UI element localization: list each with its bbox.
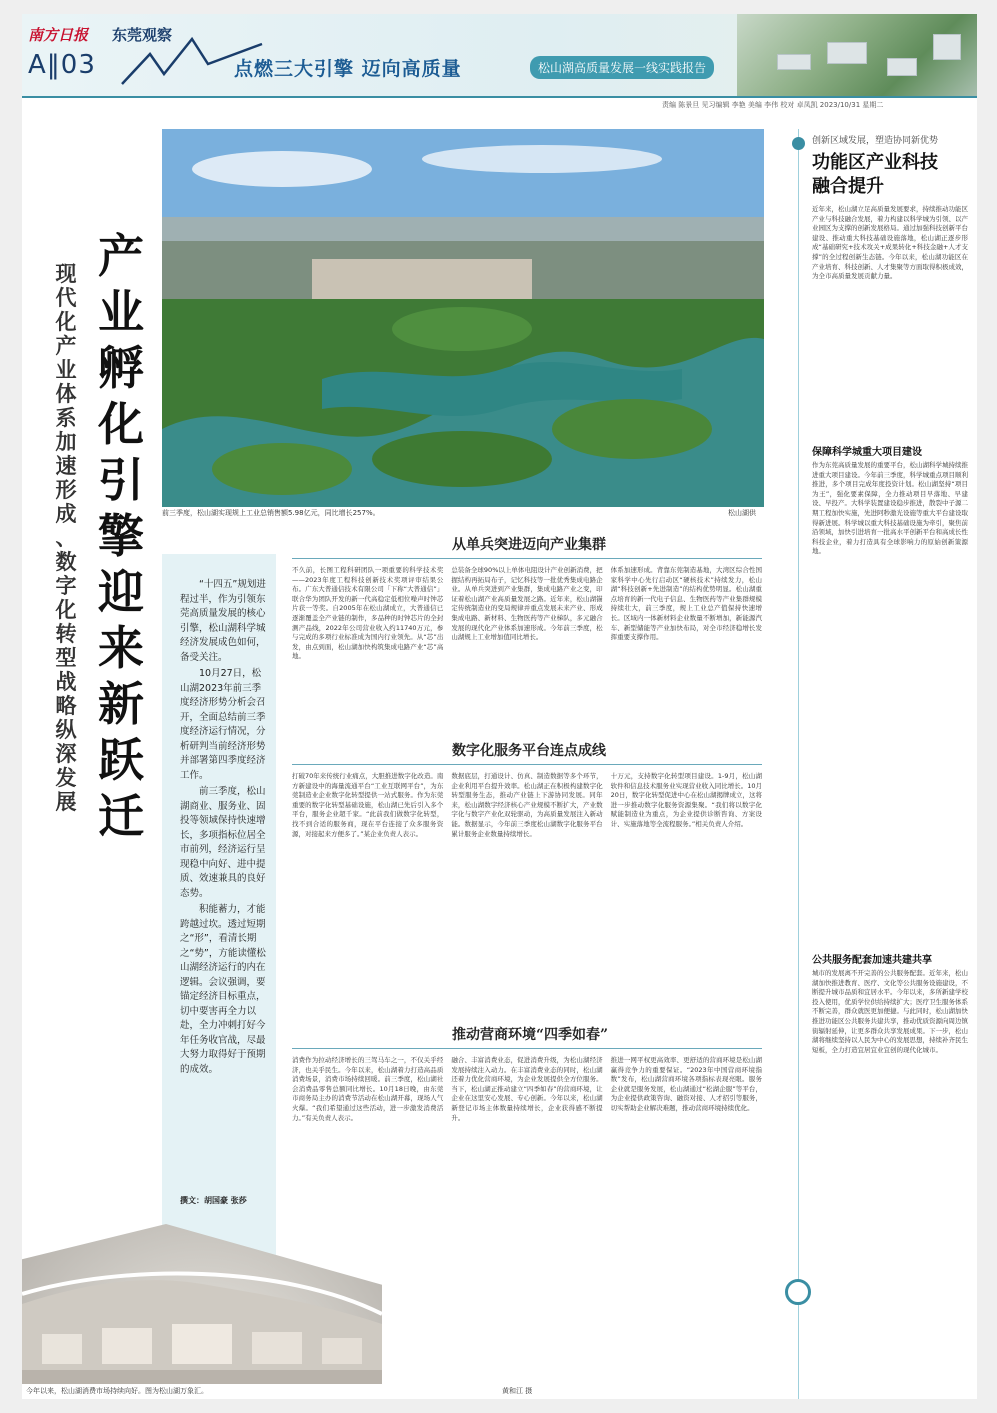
mall-photo-byline: 黄和江 摄 <box>502 1387 533 1395</box>
sub-title-char: 字 <box>55 573 77 598</box>
section-body <box>292 566 762 726</box>
text-column: 不久前，长图工程科研团队一项重要的科学技术奖——2023年度工程科技创新技术奖项评审结果公布。广东大普通信技术有限公司「下称“大普通信”」联合华为团队开发的新一代高稳定低相位噪声时钟芯片获一等奖。自2005年在松山湖成立，大普通信已逐渐覆盖全产业链的制作，多品种的时钟芯片的全封测产品线，2022年公司营业收入约11740万元，参与完成的多项行业标准成为国内行业领先。从“芯”出发，由点到面，松山湖加快构筑集成电路产业“芯”高地。 <box>292 566 444 661</box>
right-subheading: 公共服务配套加速共建共享 <box>812 955 932 966</box>
right-title <box>812 151 938 199</box>
text-column: 总装备全球90%以上单体电阻设计产业创新消费，把握结构再拓局布子，记忆科技等一批优秀集成电路企业。从单兵突进到产业集群，集成电路产业之变，印证着松山湖产业高质量发展之路。近年来，松山湖锚定传统制造业的变局规律并重点发展未来产业、形成集成电路、新材料、生物医药等产业梯队，多元融合发展的现代化产业体系加速形成。今年前三季度，松山湖规上工业增加值同比增长。 <box>451 566 603 642</box>
photo-caption-text: 前三季度，松山湖实现规上工业总销售额5.98亿元，同比增长257%。 <box>162 509 380 517</box>
sub-title-char: 发 <box>55 765 77 790</box>
main-title-char: 孵 <box>98 341 144 395</box>
sub-title-char: 业 <box>55 357 77 382</box>
sub-title-char: 化 <box>55 597 77 622</box>
aerial-lake-photo <box>162 129 764 507</box>
masthead <box>22 14 977 98</box>
text-column: 体系加速形成。背靠东莞制造基地，大湾区综合性国家科学中心先行启动区“硬核技术”持续发力，松山湖“科技创新+先进制造”的结构优势明显。松山湖重点培育的新一代电子信息、生物医药等产业集群规模持续壮大，前三季度，规上工业总产值保持快速增长。区域内一体新材料企业数量不断增加，新能源汽车、新型储能等产业加快布局，对全市经济稳增长发挥重要支撑作用。 <box>610 566 762 642</box>
sub-title-char: 数 <box>55 549 77 574</box>
sub-title-char: 现 <box>55 261 77 286</box>
sub-title-char: 系 <box>55 405 77 430</box>
page-credits: 责编 陈景旦 见习编辑 李艳 美编 李伟 校对 卓凤凯 2023/10/31 星期二 <box>662 101 884 109</box>
masthead-headline: 点燃三大引擎 迈向高质量 <box>234 58 462 80</box>
lead-paragraph: 前三季度，松山湖商业、服务业、固投等领域保持快速增长，多项指标位居全市前列，经济运行呈现稳中向好、进中提质、效速兼具的良好态势。 <box>180 786 266 899</box>
right-title-line: 融合提升 <box>812 176 884 197</box>
main-title-char: 跃 <box>98 733 144 787</box>
lead-paragraph: 积能蓄力，才能跨越过坎。透过短期之“形”，看清长期之“势”，方能读懂松山湖经济运行的内在逻辑。会议强调，要锚定经济目标重点，切中要害再全力以赴，全力冲刺打好今年任务收官战，尽最大努力取得好于预期的成效。 <box>180 904 266 1075</box>
right-body: 近年来，松山湖立足高质量发展要求，持续推动功能区产业与科技融合发展，着力构建以科学城为引领、以产业园区为支撑的创新发展格局。通过加强科技创新平台建设、推动重大科技基础设施落地，松山湖正逐步形成“基础研究+技术攻关+成果转化+科技金融+人才支撑”的全过程创新生态链。今年以来，松山湖功能区在产业培育、科技创新、人才集聚等方面取得积极成效，为全市高质量发展贡献力量。 <box>812 205 968 281</box>
aerial-lake-illustration <box>162 129 764 507</box>
sub-title-char: 展 <box>55 789 77 814</box>
mall-photo-caption: 今年以来，松山湖消费市场持续向好。图为松山湖万象汇。 <box>26 1387 208 1395</box>
sub-title-char: 形 <box>55 477 77 502</box>
text-column: 融合、丰富消费业态，促进消费升级，为松山湖经济发展持续注入动力。在丰富消费业态的同时，松山湖还着力优化营商环境，为企业发展提供全方位服务。当下，松山湖正推动建立“四季如春”的营商环境，让企业在这里安心发展、专心创新。今年以来，松山湖新登记市场主体数量持续增长，企业获得感不断提升。 <box>451 1056 603 1122</box>
text-column: 推进一网平权更高效率、更舒适的营商环境是松山湖赢得竞争力的重要保证。“2023年中国营商环境指数”发布，松山湖营商环境各项指标表现亮眼。服务企业就是服务发展，松山湖通过“松湖企服”等平台，为企业提供政策咨询、融资对接、人才招引等服务，切实帮助企业解决难题，推动营商环境持续优化。 <box>610 1056 762 1112</box>
sub-title-char: 纵 <box>55 717 77 742</box>
main-title-char: 来 <box>98 621 144 675</box>
section-divider <box>292 1048 762 1049</box>
lead-paragraph: “十四五”规划进程过半，作为引领东莞高质量发展的核心引擎，松山湖科学城经济发展成色如何，备受关注。 <box>180 579 266 663</box>
lead-paragraph: 10月27日，松山湖2023年前三季度经济形势分析会召开，全面总结前三季度经济运行情况，分析研判当前经济形势并部署第四季度经济工作。 <box>180 668 266 781</box>
sub-title-char: 速 <box>55 453 77 478</box>
right-body: 城市的发展离不开完善的公共服务配套。近年来，松山湖加快推进教育、医疗、文化等公共服务设施建设，不断提升城市品质和宜居水平。今年以来，多所新建学校投入使用，优质学位供给持续扩大；医疗卫生服务体系不断完善，群众就医更加便捷。与此同时，松山湖加快推进功能区公共服务共建共享，推动优质资源向周边镇街辐射延伸，让更多群众共享发展成果。下一步，松山湖将继续坚持以人民为中心的发展思想，持续补齐民生短板，全力打造宜居宜业宜创的现代化城市。 <box>812 969 968 1054</box>
right-title-line: 功能区产业科技 <box>812 152 938 173</box>
page-number: A‖03 <box>28 50 96 80</box>
main-title-char: 引 <box>98 453 144 507</box>
sub-title <box>52 262 80 814</box>
section-body <box>292 772 762 1012</box>
sub-title-char: 型 <box>55 645 77 670</box>
text-column: 十万元，支持数字化转型项目建设。1-9月，松山湖软件和信息技术服务业实现营业收入同比增长。10月20日，数字化转型促进中心在松山湖揭牌成立，这将进一步推动数字化服务资源集聚。“我们将以数字化赋能制造业为重点，为企业提供诊断咨询、方案设计、实施落地等全流程服务。”相关负责人介绍。 <box>610 772 762 828</box>
sub-title-char: 略 <box>55 693 77 718</box>
right-subheading: 保障科学城重大项目建设 <box>812 447 922 458</box>
section-title: 数字化服务平台连点成线 <box>452 743 606 759</box>
main-title-char: 擎 <box>98 509 144 563</box>
section-divider <box>292 558 762 559</box>
sub-title-char: 加 <box>55 429 77 454</box>
timeline-dot-icon <box>792 137 805 150</box>
text-column: 打破70年来传统行业痛点，大胆推进数字化改造。南方新建设中的海量流通平台“工业互联网平台”，为东莞制造业企业数字化转型提供一站式服务。作为东莞重要的数字化转型基础设施，松山湖已先后引入多个平台，服务企业超千家。“此前我们做数字化转型，找不到合适的服务商，现在平台连接了众多服务资源，对接起来方便多了。”某企业负责人表示。 <box>292 772 444 838</box>
sub-title-char: 、 <box>55 525 77 550</box>
main-title-char: 迎 <box>98 565 144 619</box>
sub-title-char: 化 <box>55 309 77 334</box>
right-kicker: 创新区域发展，塑造协同新优势 <box>812 136 939 146</box>
newspaper-page <box>22 14 977 1399</box>
sub-title-char: 代 <box>55 285 77 310</box>
main-title-char: 迁 <box>98 789 144 843</box>
masthead-aerial-photo <box>737 14 977 98</box>
text-column: 数据底层，打通设计、仿真、制造数据等多个环节，企业利用平台提升效率。松山湖正在积极构建数字化转型服务生态，推动产业链上下游协同发展。同年来，松山湖数字经济核心产业规模不断扩大，产业数字化与数字产业化双轮驱动，为高质量发展注入新动能。数据显示，今年前三季度松山湖数字化服务平台累计服务企业数量持续增长。 <box>451 772 603 838</box>
newspaper-logo: 南方日报 <box>28 26 89 44</box>
section-title: 从单兵突进迈向产业集群 <box>452 537 606 553</box>
sub-title-char: 成 <box>55 501 77 526</box>
right-column <box>782 129 968 1399</box>
timeline-ring-icon <box>785 1279 811 1305</box>
sub-title-char: 产 <box>55 333 77 358</box>
section-name: 东莞观察 <box>112 26 173 44</box>
timeline-line <box>798 129 799 1399</box>
sub-title-char: 深 <box>55 741 77 766</box>
photo-caption <box>162 508 764 518</box>
right-body: 作为东莞高质量发展的重要平台，松山湖科学城持续推进重大项目建设。今年前三季度，科学城重点项目顺利推进，多个项目完成年度投资计划。松山湖坚持“项目为王”，强化要素保障，全力推动项目早落地、早建设、早投产。大科学装置建设稳步推进，散裂中子源二期工程加快实施，先进阿秒激光设施等重大平台建设取得新进展。科学城以重大科技基础设施为牵引，聚焦前沿领域，加快引进培育一批高水平创新平台和高成长性科技企业，着力打造具有全球影响力的原始创新策源地。 <box>812 461 968 556</box>
section-divider <box>292 764 762 765</box>
lead-byline: 撰文：胡国豪 张莎 <box>180 1196 247 1205</box>
section-title: 推动营商环境“四季如春” <box>452 1027 609 1043</box>
sub-title-char: 战 <box>55 669 77 694</box>
photo-credit: 松山湖供 <box>728 509 756 517</box>
main-title-char: 产 <box>98 229 144 283</box>
text-column: 消费作为拉动经济增长的三驾马车之一，不仅关乎经济，也关乎民生。今年以来，松山湖着力打造高品质消费场景，消费市场持续回暖。前三季度，松山湖社会消费品零售总额同比增长。10月18日晚，由东莞市商务局主办的消费节活动在松山湖开幕，现场人气火爆。“我们希望通过这些活动，进一步激发消费活力。”有关负责人表示。 <box>292 1056 444 1122</box>
sub-title-char: 体 <box>55 381 77 406</box>
sub-title-char: 转 <box>55 621 77 646</box>
main-title-char: 业 <box>98 285 144 339</box>
main-title-char: 新 <box>98 677 144 731</box>
main-title-char: 化 <box>98 397 144 451</box>
masthead-tag: 松山湖高质量发展一线实践报告 <box>530 56 714 79</box>
main-title <box>92 228 150 844</box>
